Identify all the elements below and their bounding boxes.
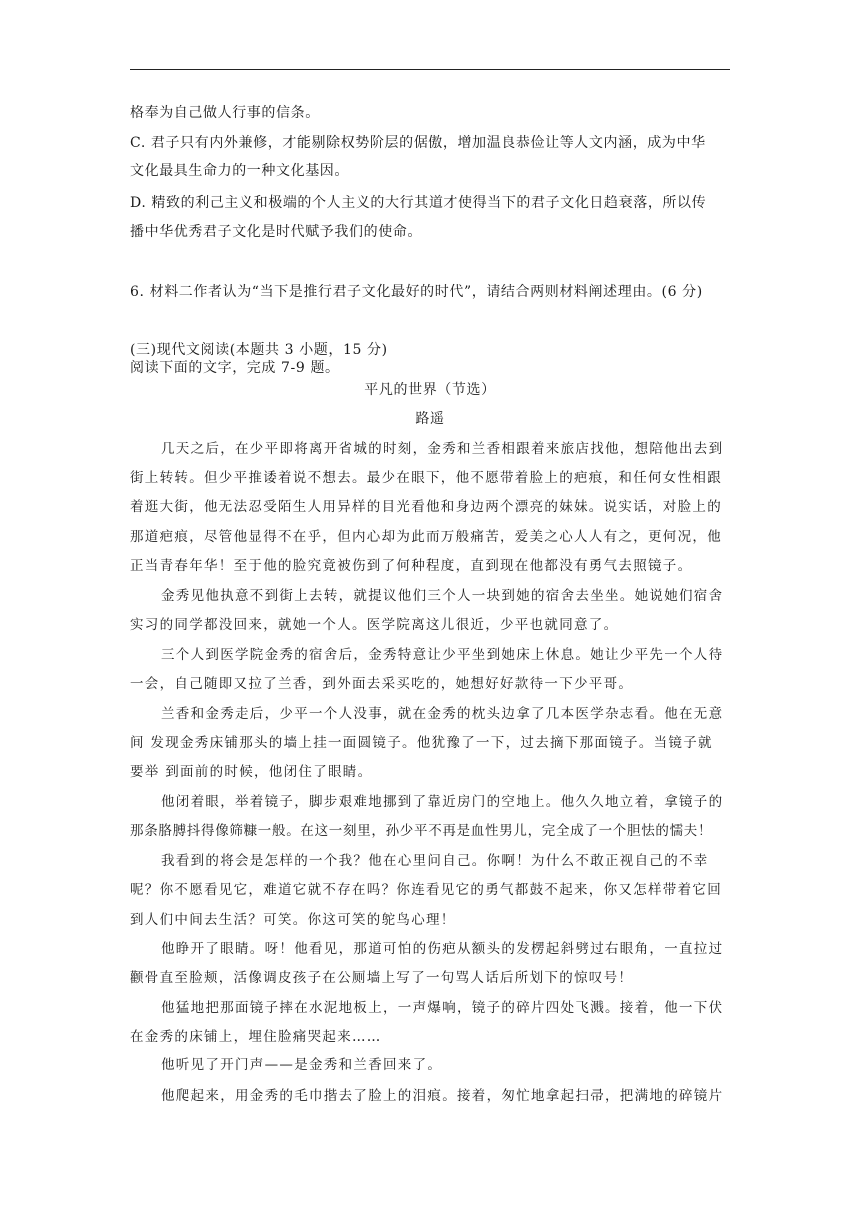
- passage-line: 颧骨直至脸颊，活像调皮孩子在公厕墙上写了一句骂人话后所划下的惊叹号！: [130, 970, 634, 986]
- passage-line: 兰香和金秀走后，少平一个人没事，就在金秀的枕头边拿了几本医学杂志看。他在无意: [161, 706, 724, 722]
- section-heading: (三)现代文阅读(本题共 3 小题，15 分): [130, 342, 388, 358]
- option-d-line-2: 播中华优秀君子文化是时代赋予我们的使命。: [130, 224, 422, 240]
- passage-line: 那条胳膊抖得像筛糠一般。在这一刻里，孙少平不再是血性男儿，完全成了一个胆怯的懦夫！: [130, 823, 713, 839]
- passage-author: 路遥: [415, 411, 445, 427]
- passage-line: 在金秀的床铺上，埋住脸痛哭起来……: [130, 1029, 382, 1045]
- passage-line: 三个人到医学院金秀的宿舍后，金秀特意让少平坐到她床上休息。她让少平先一个人待: [161, 647, 724, 663]
- passage-line: 他睁开了眼睛。呀！他看见，那道可怕的伤疤从额头的发楞起斜劈过右眼角，一直拉过: [161, 941, 724, 957]
- passage-line: 间 发现金秀床铺那头的墙上挂一面圆镜子。他犹豫了一下，过去摘下那面镜子。当镜子就: [130, 735, 713, 751]
- passage-line: 要举 到面前的时候，他闭住了眼睛。: [130, 764, 373, 780]
- section-instruction: 阅读下面的文字，完成 7-9 题。: [130, 360, 340, 376]
- passage-line: 那道疤痕，尽管他显得不在乎，但内心却为此而万般痛苦，爱美之心人人有之，更何况，他: [130, 529, 722, 545]
- passage-line: 他爬起来，用金秀的毛巾揩去了脸上的泪痕。接着，匆忙地拿起扫帚，把满地的碎镜片: [161, 1088, 724, 1104]
- passage-line: 到人们中间去生活？可笑。你这可笑的鸵鸟心理！: [130, 912, 456, 928]
- passage-line: 实习的同学都没回来，就她一个人。医学院离这儿很近，少平也就同意了。: [130, 617, 619, 633]
- passage-line: 街上转转。但少平推诿着说不想去。最少在眼下，他不愿带着脸上的疤痕，和任何女性相跟: [130, 470, 722, 486]
- passage-line: 呢？你不愿看见它，难道它就不存在吗？你连看见它的勇气都鼓不起来，你又怎样带着它回: [130, 882, 722, 898]
- option-c-line-2: 文化最具生命力的一种文化基因。: [130, 163, 349, 179]
- passage-title: 平凡的世界（节选）: [364, 382, 496, 398]
- passage-line: 他听见了开门声——是金秀和兰香回来了。: [161, 1057, 443, 1073]
- passage-line: 金秀见他执意不到街上去转，就提议他们三个人一块到她的宿舍去坐坐。她说她们宿舍: [161, 588, 724, 604]
- passage-line: 他猛地把那面镜子摔在水泥地板上，一声爆响，镜子的碎片四处飞溅。接着，他一下伏: [161, 1000, 724, 1016]
- passage-line: 着逛大街，他无法忍受陌生人用异样的目光看他和身边两个漂亮的妹妹。说实话，对脸上的: [130, 499, 722, 515]
- option-d-line-1: D. 精致的利己主义和极端的个人主义的大行其道才使得当下的君子文化日趋衰落，所以传: [130, 195, 707, 211]
- passage-line: 我看到的将会是怎样的一个我？他在心里问自己。你啊！为什么不敢正视自己的不幸: [161, 853, 709, 869]
- passage-line: 一会，自己随即又拉了兰香，到外面去采买吃的，她想好好款待一下少平哥。: [130, 676, 634, 692]
- option-c-line-1: C. 君子只有内外兼修，才能剔除权势阶层的倨傲，增加温良恭俭让等人文内涵，成为中华: [130, 135, 706, 151]
- option-b-continuation: 格奉为自己做人行事的信条。: [130, 105, 320, 121]
- passage-line: 他闭着眼，举着镜子，脚步艰难地挪到了靠近房门的空地上。他久久地立着，拿镜子的: [161, 794, 724, 810]
- passage-line: 几天之后，在少平即将离开省城的时刻，金秀和兰香相跟着来旅店找他，想陪他出去到: [161, 441, 724, 457]
- question-6: 6. 材料二作者认为“当下是推行君子文化最好的时代”，请结合两则材料阐述理由。(6 分): [130, 284, 703, 300]
- passage-line: 正当青春年华！至于他的脸究竟被伤到了何种程度，直到现在他都没有勇气去照镜子。: [130, 558, 693, 574]
- header-rule: [130, 69, 730, 70]
